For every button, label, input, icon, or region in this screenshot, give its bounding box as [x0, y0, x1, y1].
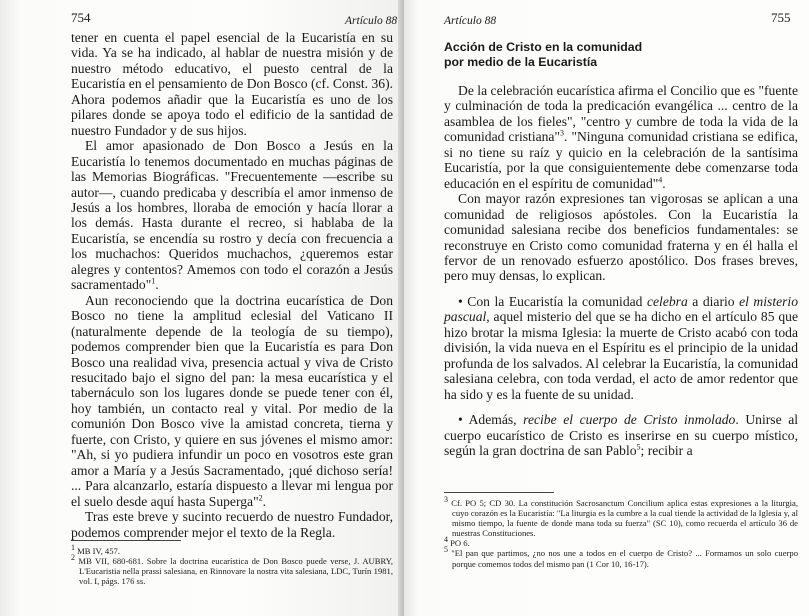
footnote: $^3$ Cf. PO 5; CD 30. La constitución Sacrosanctum Concilium aplica estas expresiones a la liturgia, cuyo corazón es la Eucaristía: "La liturgia es la cumbre a la cual tiende la actividad de la Iglesia y, al mismo tiempo, la fuente de donde mana toda su fuerza" (SC 10), como recuerda el artículo 36 de nuestras Constituciones. — [444, 495, 798, 539]
footnote-rule — [71, 540, 181, 541]
paragraph: Tras este breve y sucinto recuerdo de nuestro Fundador, podemos comprender mejor el texto de la Regla. — [71, 509, 393, 540]
footnote: $^1$ MB IV, 457. — [71, 543, 120, 556]
paragraph: Con mayor razón expresiones tan vigorosas se aplican a una comunidad de religiosos apóstoles. Con la Eucaristía la comunidad salesiana recibe dos beneficios fundamentales: se reconstruye en Cristo como comunidad fraterna y en él halla el fervor de un renovado esfuerzo apostólico. Dos frases breves, pero muy densas, lo explican. — [444, 191, 798, 284]
left-page-number: 754 — [71, 10, 91, 25]
right-footnotes — [444, 492, 798, 569]
left-body-text — [71, 30, 393, 540]
right-page-number: 755 — [771, 10, 791, 25]
right-running-title: Artículo 88 — [444, 15, 497, 27]
left-page — [0, 0, 404, 616]
paragraph: Aun reconociendo que la doctrina eucarística de Don Bosco no tiene la amplitud eclesial del Vaticano II (naturalmente depende de la teología de su tiempo), podemos comprender bien que la Eucaristía es para Don Bosco una realidad viva, presencia actual y viva de Cristo resucitado bajo el signo del pan: la mesa eucarística y el tabernáculo son los lugares donde se puede tener con él, hoy también, un contacto real y vital. Por medio de la comunión Don Bosco vive la amistad concreta, tierna y fuerte, con Cristo, y quiere en sus jóvenes el mismo amor: "Ah, si yo pudiera infundir un poco en vosotros este gran amor a María y a Jesús Sacramentado, ¡qué dichoso sería! ... Para alcanzarlo, estaría dispuesto a llevar mi lengua por el suelo desde aquí hasta Superga"$^2$. — [71, 292, 393, 509]
footnote: $^5$ "El pan que partimos, ¿no nos une a todos en el cuerpo de Cristo? ... Formamos un solo cuerpo porque comemos todos del mismo pan (1 Cor 10, 16-17). — [444, 545, 798, 569]
footnote: $^4$ PO 6. — [444, 535, 470, 549]
paragraph: • Además, recibe el cuerpo de Cristo inmolado. Unirse al cuerpo eucarístico de Cristo es inserirse en su cuerpo místico, según la gran doctrina de san Pablo$^5$; recibir a — [444, 412, 799, 458]
note-ref: 1 — [151, 276, 156, 286]
right-page — [404, 0, 809, 616]
paragraph: • Con la Eucaristía la comunidad celebra a diario el misterio pascual, aquel misterio del que se ha dicho en el artículo 85 que hizo brotar la misma Iglesia: la muerte de Cristo acabó con toda división, la vida nueva en el Espíritu es el principio de la unidad profunda de los salvados. Al celebrar la Eucaristía, la comunidad salesiana celebra, con toda verdad, el acto de amor redentor que ha sido y es la fuente de su unidad. — [444, 293, 798, 402]
paragraph: El amor apasionado de Don Bosco a Jesús en la Eucaristía lo tenemos documentado en muchas páginas de las Memorias Biográficas. "Frecuentemente —escribe su autor—, cuando predicaba y describía el amor inmenso de Jesús a los hombres, lloraba de emoción y hacía llorar a los demás. Hasta durante el recreo, si hablaba de la Eucaristía, se encendía su rostro y decía con frecuencia a los muchachos: Queridos muchachos, ¿queremos estar alegres y contentos? Amemos con todo el corazón a Jesús sacramentado"$^1$. — [71, 138, 393, 293]
footnote-rule — [444, 492, 554, 493]
paragraph: tener en cuenta el papel esencial de la Eucaristía en su vida. Ya se ha indicado, al hablar de nuestra misión y de nuestro método educativo, el puesto central de la Eucaristía en el pensamiento de Don Bosco (cf. Const. 36). Ahora podemos añadir que la Eucaristía es uno de los pilares donde se apoya todo el edificio de la santidad de nuestro Fundador y de sus hijos. — [71, 30, 393, 138]
section-heading: Acción de Cristo en la comunidad por medio de la Eucaristía — [444, 40, 643, 69]
right-body-text — [444, 40, 798, 458]
note-ref: 2 — [258, 493, 263, 503]
left-running-title: Artículo 88 — [345, 15, 398, 27]
paragraph: De la celebración eucarística afirma el Concilio que es "fuente y culminación de toda la predicación evangélica ... centro de la asamblea de los fieles", "centro y cumbre de toda la vida de la comunidad cristiana"$^3$. "Ninguna comunidad cristiana se edifica, si no tiene su raíz y quicio en la celebración de la santísima Eucaristía, por la que consiguientemente debe comenzarse toda educación en el espíritu de comunidad"$^4$. — [444, 83, 799, 191]
footnote: $^2$ MB VII, 680-681. Sobre la doctrina eucarística de Don Bosco puede verse, J. AUBRY, L'Eucaristia nella prassi salesiana, en Rinnovare la nostra vita salesiana, LDC, Turín 1981, vol. I, págs. 176 ss. — [71, 553, 393, 587]
left-footnotes — [71, 540, 393, 586]
